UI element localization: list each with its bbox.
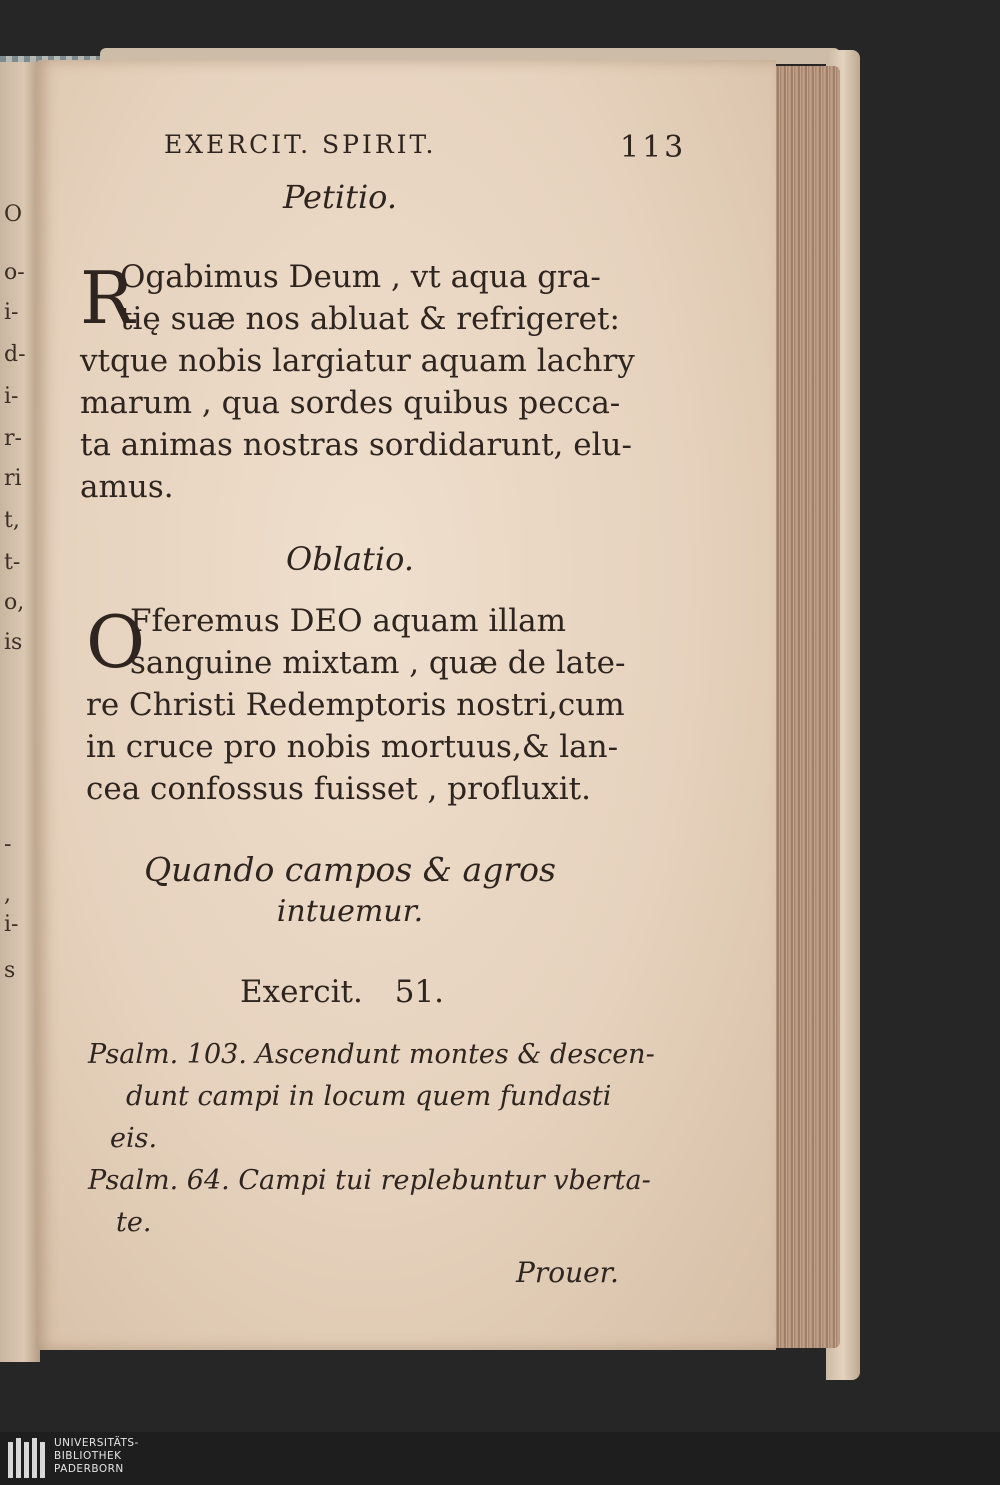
text-line: Ogabimus Deum , vt aqua gra- (120, 259, 601, 295)
page-header (150, 126, 687, 166)
text-line: eis. (110, 1123, 158, 1154)
exercise-number: 51. (394, 974, 445, 1010)
text-line: vtque nobis largiatur aquam lachry (80, 343, 635, 379)
library-logo-icon (8, 1438, 48, 1478)
text-line: Psalm. 64. Campi tui replebuntur vberta- (88, 1165, 651, 1196)
left-fragment: - (4, 832, 12, 857)
petitio-paragraph (80, 256, 640, 508)
text-line: ta animas nostras sordidarunt, elu- (80, 427, 632, 463)
text-line: Fferemus DEO aquam illam (130, 603, 567, 639)
left-fragment: o, (4, 590, 25, 615)
section-heading-quando: Quando campos & agros (144, 850, 556, 889)
text-line: re Christi Redemptoris nostri,cum (86, 687, 625, 723)
oblatio-paragraph (86, 600, 646, 810)
left-fragment: i- (4, 384, 19, 409)
library-name-line: UNIVERSITÄTS- (54, 1437, 139, 1449)
text-line: in cruce pro nobis mortuus,& lan- (86, 729, 619, 765)
catchword: Prouer. (516, 1256, 619, 1289)
left-fragment: r- (4, 426, 22, 451)
left-fragment: , (4, 882, 11, 907)
left-fragment: O (4, 202, 23, 227)
exercise-label (240, 974, 444, 1010)
page-number: 113 (620, 130, 687, 165)
text-line: amus. (80, 469, 174, 505)
text-line: Psalm. 103. Ascendunt montes & descen- (88, 1039, 655, 1070)
library-footer (0, 1432, 1000, 1485)
left-fragment: is (4, 630, 23, 655)
left-fragment: d- (4, 342, 26, 367)
left-fragment: s (4, 958, 16, 983)
psalm-citation (88, 1160, 651, 1244)
running-head: EXERCIT. SPIRIT. (164, 130, 437, 159)
library-name-line: BIBLIOTHEK (54, 1450, 122, 1462)
left-fragment: t- (4, 550, 21, 575)
text-line: tię suæ nos abluat & refrigeret: (120, 301, 620, 337)
text-line: sanguine mixtam , quæ de late- (130, 645, 626, 681)
left-fragment: ri (4, 466, 22, 491)
left-fragment: i- (4, 912, 19, 937)
section-heading-quando-line2: intuemur. (276, 894, 424, 929)
left-fragment: t, (4, 508, 20, 533)
left-fragment: o- (4, 260, 25, 285)
text-line: te. (116, 1207, 152, 1238)
exercise-title: Exercit. (240, 974, 363, 1010)
drop-cap-o: O (86, 600, 146, 684)
text-line: dunt campi in locum quem fundasti (126, 1081, 612, 1112)
left-page-fragment (0, 62, 40, 1362)
section-heading-petitio: Petitio. (282, 178, 398, 216)
library-name-line: PADERBORN (54, 1463, 124, 1475)
library-name (54, 1437, 139, 1476)
psalm-citation (88, 1034, 655, 1160)
left-fragment: i- (4, 300, 19, 325)
text-line: cea confossus fuisset , profluxit. (86, 771, 591, 807)
text-line: marum , qua sordes quibus pecca- (80, 385, 621, 421)
drop-cap-r: R (80, 256, 135, 340)
section-heading-oblatio: Oblatio. (286, 540, 414, 578)
